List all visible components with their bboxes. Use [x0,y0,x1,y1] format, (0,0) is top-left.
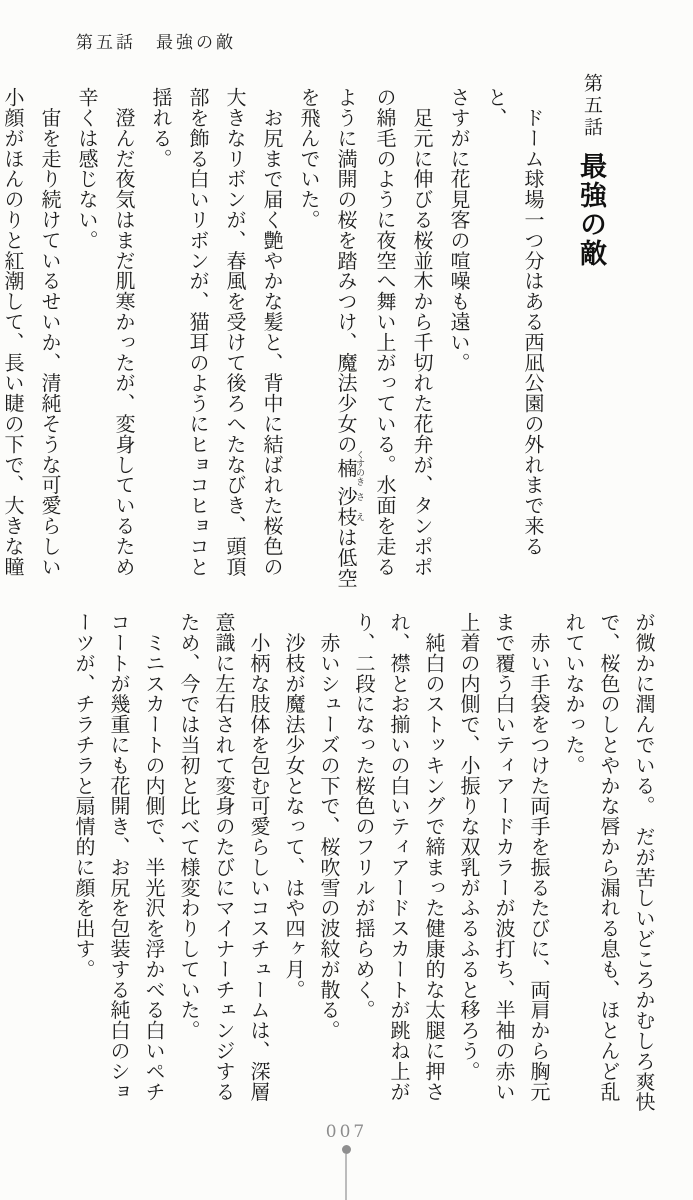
text-line: 純白のストッキングで締まった健康的な太腿に押さ [422,612,444,1102]
text-line: 大きなリボンが、春風を受けて後ろへたなびき、頭頂 [223,87,245,577]
text-line: 沙枝が魔法少女となって、はや四ヶ月。 [282,612,304,1000]
text-line: が微かに潤んでいる。 だが苦しいどころかむしろ爽快 [632,612,654,1112]
text-line: の綿毛のように夜空へ舞い上がっている。水面を走る [373,87,395,577]
text-line: 足元に伸びる桜並木から千切れた花弁が、タンポポ [410,87,432,577]
text-line: まで覆う白いティアードカラーが波打ち、半袖の赤い [492,612,514,1102]
text-line: り、二段になった桜色のフリルが揺らめく。 [352,612,374,1020]
text-line: を飛んでいた。 [297,87,319,230]
ruby-annotated-text: 楠 くすのき [334,450,365,487]
text-line: さすがに花見客の喧噪も遠い。 [447,87,469,373]
text-line: 宙を走り続けているせいか、清純そうな可愛らしい [38,87,60,577]
running-header: 第五話 最強の敵 [76,33,236,52]
text-line: コートが幾重にも花開き、お尻を包装する純白のショ [107,612,129,1102]
text-line: ドーム球場一つ分はある西凪公園の外れまで来ると、 [484,87,543,557]
text-line: 部を飾る白いリボンが、猫耳のようにヒョコヒョコと [186,87,208,577]
text-line: 辛くは感じない。 [75,87,97,251]
text-line: ように満開の桜を踏みつけ、魔法少女の楠 くすのき沙枝 さえは低空 [334,87,365,589]
text-line: 揺れる。 [149,87,171,169]
text-line: 小顔がほんのりと紅潮して、長い睫の下で、大きな瞳 [1,87,23,577]
page-number: 007 [325,1122,368,1142]
text-line: 澄んだ夜気はまだ肌寒かったが、変身しているため [112,87,134,577]
chapter-title-text: 最強の敵 [576,152,606,268]
footer-ornament-line [345,1154,347,1200]
text-line: で、桜色のしとやかな唇から漏れる息も、ほとんど乱 [597,612,619,1102]
bottom-text-block [65,612,660,1117]
top-text-block [0,87,550,592]
text-line: れ、襟とお揃いの白いティアードスカートが跳ね上が [387,612,409,1102]
footer-ornament-dot [342,1145,351,1154]
text-line: お尻まで届く艶やかな髪と、背中に結ばれた桜色の [260,87,282,577]
text-line: ミニスカートの内側で、半光沢を浮かべる白いペチ [142,612,164,1102]
text-line: 赤い手袋をつけた両手を振るたびに、両肩から胸元 [527,612,549,1102]
text-line: 赤いシューズの下で、桜吹雪の波紋が散る。 [317,612,339,1041]
text-line: れていなかった。 [562,612,584,776]
ruby-annotated-text: 沙枝 さえ [334,486,365,528]
text-line: 上着の内側で、小振りな双乳がふるふると移ろう。 [457,612,479,1082]
text-line: ーツが、チラチラと扇情的に顔を出す。 [72,612,94,980]
text-line: 小柄な肢体を包む可愛らしいコスチュームは、深層 [247,612,269,1102]
chapter-part-label: 第五話 [581,73,602,139]
text-line: 意識に左右されて変身のたびにマイナーチェンジする [212,612,234,1102]
text-line: ため、今では当初と比べて様変わりしていた。 [177,612,199,1041]
